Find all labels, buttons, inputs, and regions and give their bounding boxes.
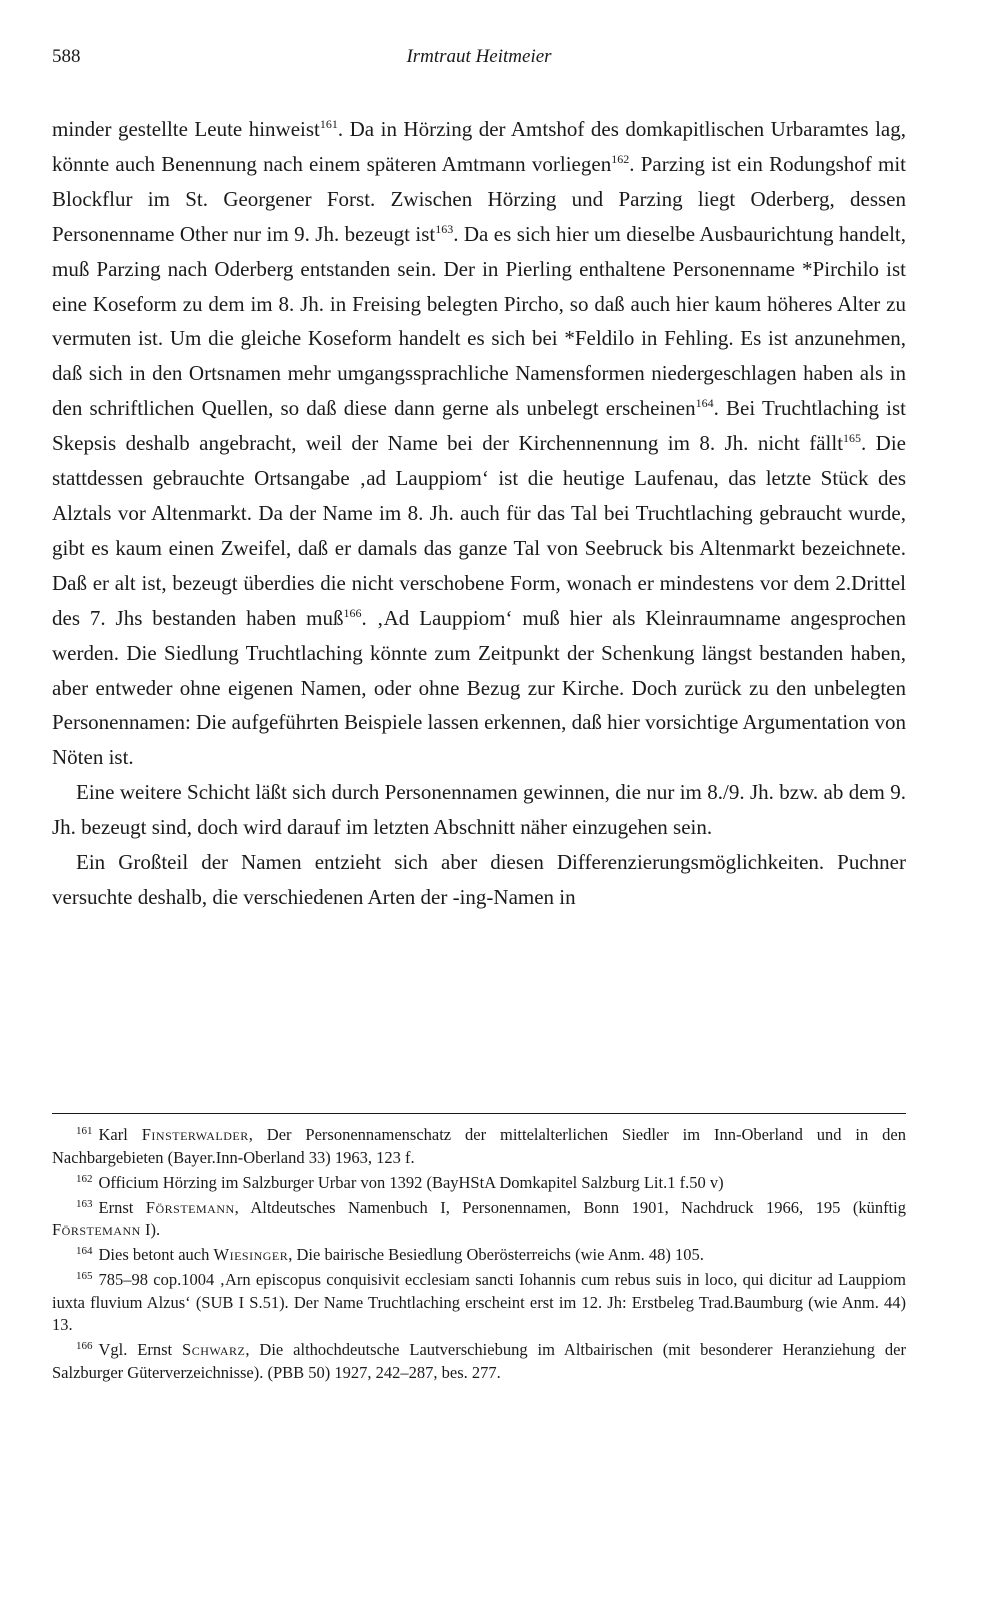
paragraph: Eine weitere Schicht läßt sich durch Personennamen gewinnen, die nur im 8./9. Jh. bzw. ab dem 9. Jh. bezeugt sind, doch wird darauf im letzten Abschnitt näher einzugehen sein. [52, 780, 906, 840]
page-number: 588 [52, 46, 81, 67]
author-name: Finsterwalder [141, 1125, 249, 1144]
author-name: Förstemann [52, 1220, 141, 1239]
paragraph: minder gestellte Leute hinweist$^{161}$. Da in Hörzing der Amtshof des domkapitlischen Urbaramtes lag, könnte auch Benennung nach einem späteren Amtmann vorliegen$^{162}$. Parzing ist ein Rodungshof mit Blockflur im St. Georgener Forst. Zwischen Hörzing und Parzing liegt Oderberg, dessen Personenname Other nur im 9. Jh. bezeugt ist$^{163}$. Da es sich hier um dieselbe Ausbaurichtung handelt, muß Parzing nach Oderberg entstanden sein. Der in Pierling enthaltene Personenname *Pirchilo ist eine Koseform zu dem im 8. Jh. in Freising belegten Pircho, so daß auch hier kaum höheres Alter zu vermuten ist. Um die gleiche Koseform handelt es sich bei *Feldilo in Fehling. Es ist anzunehmen, daß sich in den Ortsnamen mehr umgangssprachliche Namensformen niedergeschlagen haben als in den schriftlichen Quellen, so daß diese dann gerne als unbelegt erscheinen$^{164}$. Bei Truchtlaching ist Skepsis deshalb angebracht, weil der Name bei der Kirchennennung im 8. Jh. nicht fällt$^{165}$. Die stattdessen gebrauchte Ortsangabe ‚ad Lauppiom‘ ist die heutige Laufenau, das letzte Stück des Alztals vor Altenmarkt. Da der Name im 8. Jh. auch für das Tal bei Truchtlaching gebraucht wurde, gibt es kaum einen Zweifel, daß er damals das ganze Tal von Seebruck bis Altenmarkt bezeichnete. Daß er alt ist, bezeugt überdies die nicht verschobene Form, wonach er mindestens vor dem 2.Drittel des 7. Jhs bestanden haben muß$^{166}$. ‚Ad Lauppiom‘ muß hier als Kleinraumname angesprochen werden. Die Siedlung Truchtlaching könnte zum Zeitpunkt der Schenkung längst bestanden haben, aber entweder ohne eigenen Namen, oder ohne Bezug zur Kirche. Doch zurück zu den unbelegten Personennamen: Die aufgeführten Beispiele lassen erkennen, daß hier vorsichtige Argumentation von Nöten ist. [52, 117, 906, 770]
footnote-162: $^{162}$ Officium Hörzing im Salzburger Urbar von 1392 (BayHStA Domkapitel Salzburg Lit.1 f.50 v) [76, 1172, 724, 1192]
author-name: Förstemann [145, 1197, 235, 1217]
author-name: Wiesinger [213, 1245, 289, 1264]
author-name: Schwarz [182, 1340, 246, 1359]
paragraph: Ein Großteil der Namen entzieht sich aber diesen Differenzierungsmöglichkeiten. Puchner versuchte deshalb, die verschiedenen Arten der -ing-Namen in [52, 850, 906, 909]
main-text [52, 112, 906, 915]
footnotes [52, 1124, 906, 1387]
footnote-163: $^{163}$ Ernst Förstemann, Altdeutsches Namenbuch I, Personennamen, Bonn 1901, Nachdruck 1966, 195 (künftig Förstemann I). [52, 1197, 906, 1239]
footnote-161: $^{161}$ Karl Finsterwalder, Der Personennamenschatz der mittelalterlichen Siedler im Inn-Oberland und in den Nachbargebieten (Bayer.Inn-Oberland 33) 1963, 123 f. [52, 1125, 906, 1167]
footnote-ref: 162 [611, 151, 630, 166]
footnote-166: $^{166}$ Vgl. Ernst Schwarz, Die althochdeutsche Lautverschiebung im Altbairischen (mit besonderer Heranziehung der Salzburger Güterverzeichnisse). (PBB 50) 1927, 242–287, bes. 277. [52, 1340, 906, 1382]
running-head: Irmtraut Heitmeier [406, 46, 552, 67]
footnote-ref: 161 [319, 117, 338, 131]
page-header [52, 46, 906, 76]
footnote-ref: 165 [843, 431, 862, 446]
footnote-165: $^{165}$ 785–98 cop.1004 ‚Arn episcopus conquisivit ecclesiam sancti Iohannis cum rebus suis in loco, qui dicitur ad Lauppiom iuxta fluvium Alzus‘ (SUB I S.51). Der Name Truchtlaching erscheint erst im 12. Jh: Erstbeleg Trad.Baumburg (wie Anm. 44) 13. [52, 1270, 906, 1334]
footnote-ref: 164 [695, 396, 714, 411]
footnote-164: $^{164}$ Dies betont auch Wiesinger, Die bairische Besiedlung Oberösterreichs (wie Anm. 48) 105. [76, 1245, 704, 1264]
footnote-ref: 166 [343, 605, 362, 620]
footnote-ref: 163 [435, 221, 454, 236]
footnote-divider [52, 1113, 906, 1114]
